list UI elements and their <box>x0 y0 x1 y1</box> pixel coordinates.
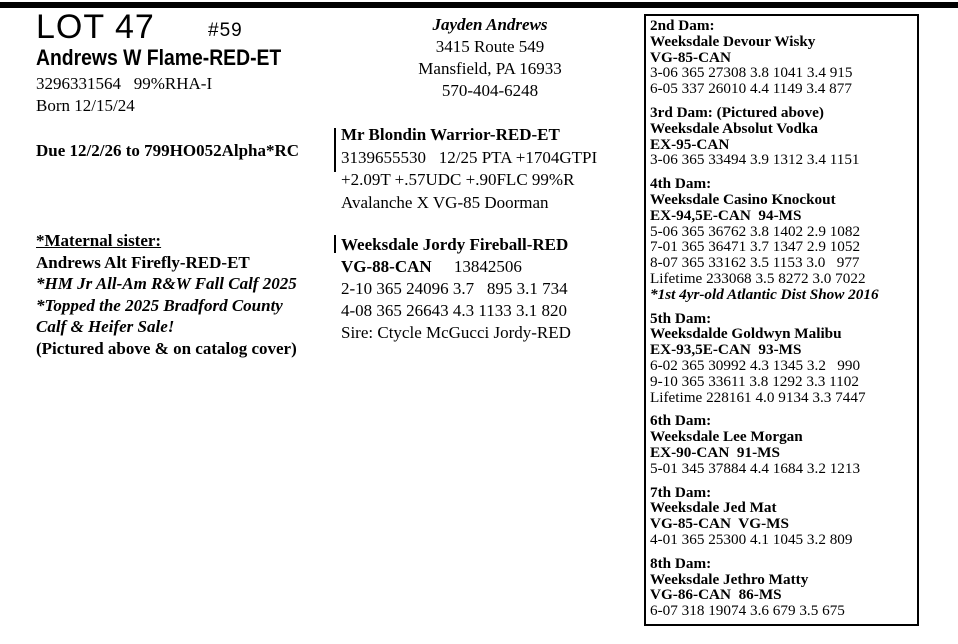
dam-record: 7-01 365 36471 3.7 1347 2.9 1052 <box>650 238 861 256</box>
dam-record: 5-01 345 37884 4.4 1684 3.2 1213 <box>650 459 861 477</box>
dam-record: 3-06 365 27308 3.8 1041 3.4 915 <box>650 64 853 82</box>
dam-block <box>341 234 571 344</box>
sister-honor-2a: *Topped the 2025 Bradford County <box>36 295 283 315</box>
sire-name: Mr Blondin Warrior-RED-ET <box>341 125 560 144</box>
dam-name: Weeksdalde Goldwyn Malibu <box>650 325 842 343</box>
dam-reg: 13842506 <box>453 257 522 276</box>
dam-heading: 3rd Dam: (Pictured above) <box>650 103 824 121</box>
dam-classification: EX-94,5E-CAN 94-MS <box>650 206 802 224</box>
dam-record: Lifetime 228161 4.0 9134 3.3 7447 <box>650 388 866 406</box>
sire-line-1: 3139655530 12/25 PTA +1704GTPI <box>341 147 598 167</box>
pedigree-list <box>650 18 879 627</box>
dam-classification: EX-95-CAN <box>650 135 730 153</box>
sister-heading: *Maternal sister: <box>36 231 162 250</box>
sister-honor-2b: Calf & Heifer Sale! <box>36 317 175 336</box>
dam-name: Weeksdale Jed Mat <box>650 499 777 517</box>
pedigree-dam-5 <box>650 311 879 406</box>
dam-heading: 7th Dam: <box>650 483 712 501</box>
dam-classification: EX-90-CAN 91-MS <box>650 443 780 461</box>
sister-honor-1: *HM Jr All-Am R&W Fall Calf 2025 <box>36 274 297 293</box>
dam-record: 6-07 318 19074 3.6 679 3.5 675 <box>650 602 845 620</box>
dam-record: 3-06 365 33494 3.9 1312 3.4 1151 <box>650 151 860 169</box>
dam-record: Lifetime 233068 3.5 8272 3.0 7022 <box>650 269 866 287</box>
lot-number: #59 <box>208 20 243 41</box>
sister-name: Andrews Alt Firefly-RED-ET <box>36 252 250 272</box>
dam-class: VG-88-CAN <box>341 257 432 276</box>
sire-line-3: Avalanche X VG-85 Doorman <box>341 192 549 212</box>
dam-record-2: 4-08 365 26643 4.3 1133 3.1 820 <box>341 301 568 320</box>
pedigree-dam-8 <box>650 556 879 619</box>
dam-name: Weeksdale Devour Wisky <box>650 32 816 50</box>
dam-name: Weeksdale Jethro Matty <box>650 570 809 588</box>
breeder-address: 3415 Route 549 <box>435 37 545 56</box>
pedigree-dam-3 <box>650 105 879 168</box>
dam-note: *1st 4yr-old Atlantic Dist Show 2016 <box>650 285 879 303</box>
dam-name: Weeksdale Casino Knockout <box>650 190 836 208</box>
dam-record: 9-10 365 33611 3.8 1292 3.3 1102 <box>650 372 859 390</box>
maternal-sister <box>36 230 336 359</box>
breeder-name: Jayden Andrews <box>432 15 548 34</box>
dam-bracket <box>334 235 336 253</box>
birth-date: Born 12/15/24 <box>36 96 135 115</box>
dam-classification: VG-85-CAN <box>650 48 731 66</box>
dam-heading: 4th Dam: <box>650 175 712 193</box>
dam-heading: 6th Dam: <box>650 412 712 430</box>
pedigree-dam-2 <box>650 18 879 97</box>
dam-classification: EX-93,5E-CAN 93-MS <box>650 341 802 359</box>
breeder-city: Mansfield, PA 16933 <box>418 59 562 78</box>
dam-record: 4-01 365 25300 4.1 1045 3.2 809 <box>650 530 853 548</box>
dam-record: 5-06 365 36762 3.8 1402 2.9 1082 <box>650 222 861 240</box>
dam-record: 6-05 337 26010 4.4 1149 3.4 877 <box>650 80 852 98</box>
dam-name: Weeksdale Absolut Vodka <box>650 119 818 137</box>
dam-class-line <box>341 256 571 278</box>
animal-name: Andrews W Flame-RED-ET <box>36 45 282 70</box>
pedigree-dam-6 <box>650 413 879 476</box>
due-date: Due 12/2/26 to 799HO052Alpha*RC <box>36 141 300 160</box>
dam-heading: 8th Dam: <box>650 554 712 572</box>
dam-sire: Sire: Ctycle McGucci Jordy-RED <box>341 323 571 342</box>
dam-record: 6-02 365 30992 4.3 1345 3.2 990 <box>650 356 861 374</box>
breeder-phone: 570-404-6248 <box>441 81 539 100</box>
dam-record-1: 2-10 365 24096 3.7 895 3.1 734 <box>341 279 568 298</box>
sire-block <box>341 124 597 214</box>
pedigree-dam-7 <box>650 485 879 548</box>
sire-line-2: +2.09T +.57UDC +.90FLC 99%R <box>341 170 575 189</box>
dam-record: 8-07 365 33162 3.5 1153 3.0 977 <box>650 254 860 272</box>
dam-classification: VG-86-CAN 86-MS <box>650 586 782 604</box>
dam-classification: VG-85-CAN VG-MS <box>650 515 789 533</box>
registration-line: 3296331564 99%RHA-I <box>36 74 213 93</box>
dam-name: Weeksdale Jordy Fireball-RED <box>341 235 569 254</box>
sister-note: (Pictured above & on catalog cover) <box>36 338 297 358</box>
pedigree-dam-4 <box>650 176 879 302</box>
breeder-info <box>395 14 585 102</box>
dam-name: Weeksdale Lee Morgan <box>650 428 803 446</box>
lot-label: LOT 47 <box>36 8 155 46</box>
dam-heading: 2nd Dam: <box>650 17 715 34</box>
dam-heading: 5th Dam: <box>650 309 712 327</box>
sire-bracket <box>334 128 336 172</box>
